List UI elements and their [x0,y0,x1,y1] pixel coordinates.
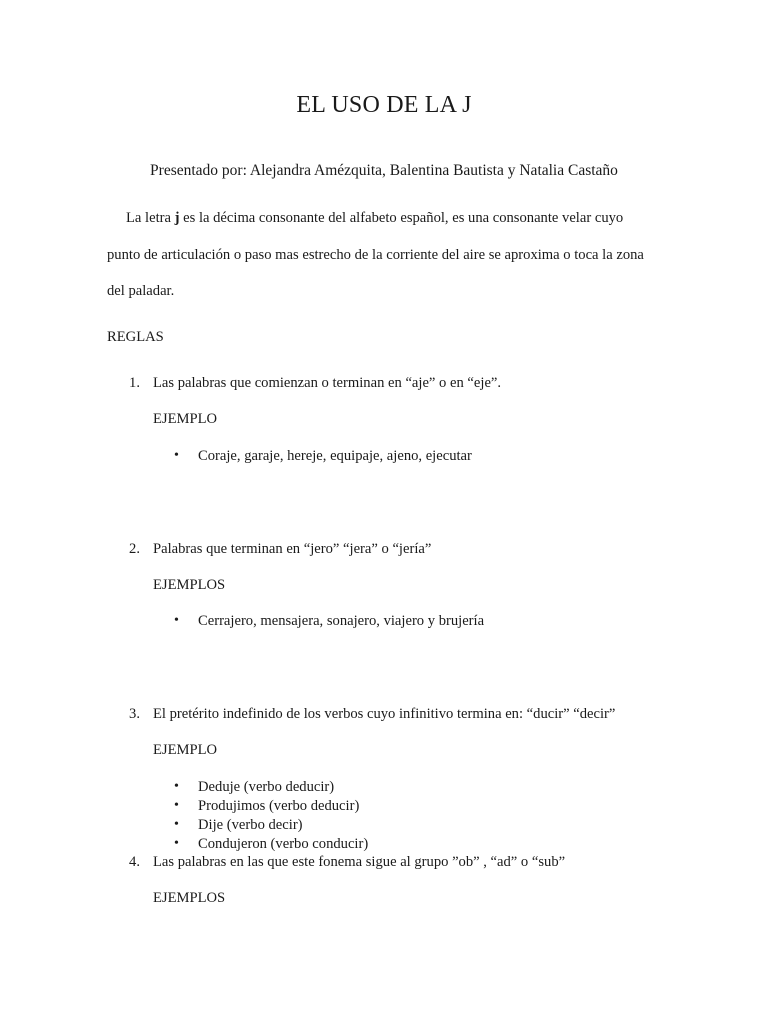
section-heading-reglas: REGLAS [107,329,164,345]
intro-bold-letter: j [174,210,180,226]
example-label: EJEMPLO [153,411,218,427]
intro-line-2: punto de articulación o paso mas estrecho de la corriente del aire se aproxima o toca la zona [107,247,644,263]
bullet-icon: • [174,448,179,463]
rule-text: El pretérito indefinido de los verbos cuyo infinitivo termina en: “ducir” “decir” [153,706,616,722]
example-label: EJEMPLOS [153,890,226,906]
rule-text: Las palabras que comienzan o terminan en “aje” o en “eje”. [153,375,502,391]
rule-number: 4. [129,854,140,870]
example-item: Deduje (verbo deducir) [198,779,335,795]
bullet-icon: • [174,779,179,794]
example-item: Condujeron (verbo conducir) [198,836,369,852]
bullet-icon: • [174,613,179,628]
example-item: Produjimos (verbo deducir) [198,798,360,814]
example-item: Dije (verbo decir) [198,817,303,833]
intro-line-3: del paladar. [107,283,175,299]
example-item: Cerrajero, mensajera, sonajero, viajero y brujería [198,613,485,629]
rule-number: 2. [129,541,140,557]
example-label: EJEMPLO [153,742,218,758]
intro-line-1 [126,210,623,227]
bullet-icon: • [174,798,179,813]
intro-line-1-post: es la décima consonante del alfabeto español, es una consonante velar cuyo [179,210,624,226]
document-title: EL USO DE LA J [296,92,472,118]
intro-line-1-pre: La letra [126,210,175,226]
example-label: EJEMPLOS [153,577,226,593]
example-item: Coraje, garaje, hereje, equipaje, ajeno, ejecutar [198,448,472,464]
rule-number: 3. [129,706,140,722]
bullet-icon: • [174,836,179,851]
rule-text: Las palabras en las que este fonema sigue al grupo ”ob” , “ad” o “sub” [153,854,566,870]
bullet-icon: • [174,817,179,832]
rule-number: 1. [129,375,140,391]
rule-text: Palabras que terminan en “jero” “jera” o “jería” [153,541,432,557]
presenters-line: Presentado por: Alejandra Amézquita, Balentina Bautista y Natalia Castaño [150,162,618,179]
